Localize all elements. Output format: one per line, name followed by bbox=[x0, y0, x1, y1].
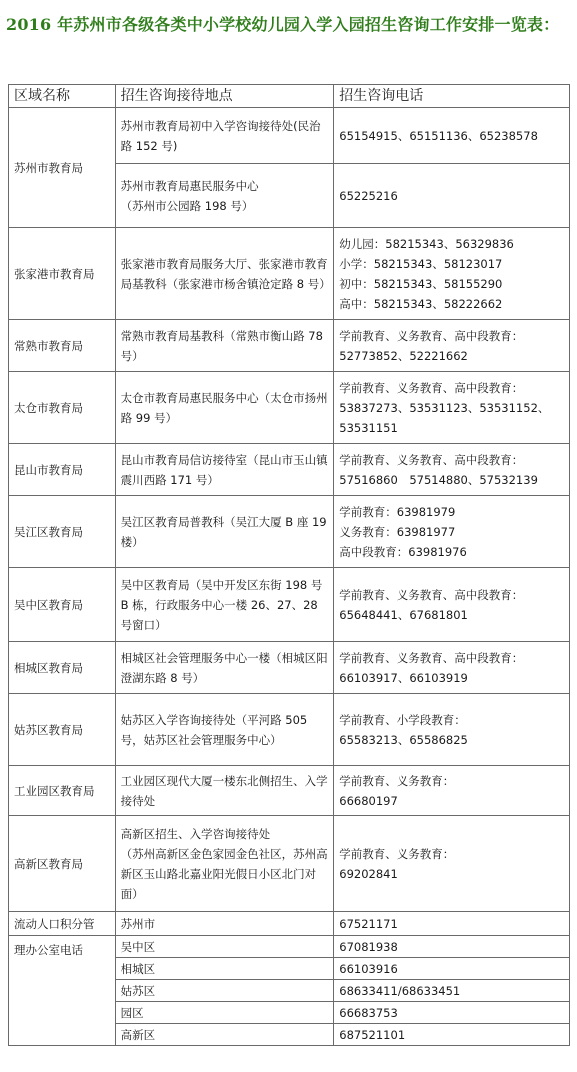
location-cell: 昆山市教育局信访接待室（昆山市玉山镇震川西路 171 号） bbox=[115, 444, 334, 496]
table-row bbox=[9, 642, 570, 694]
region-cell: 吴江区教育局 bbox=[9, 496, 116, 568]
location-cell: 太仓市教育局惠民服务中心（太仓市扬州路 99 号） bbox=[115, 372, 334, 444]
location-cell: 相城区社会管理服务中心一楼（相城区阳澄湖东路 8 号） bbox=[115, 642, 334, 694]
location-cell: 吴江区教育局普教科（吴江大厦 B 座 19 楼） bbox=[115, 496, 334, 568]
region-cell: 姑苏区教育局 bbox=[9, 694, 116, 766]
location-cell: 苏州市教育局惠民服务中心 （苏州市公园路 198 号） bbox=[115, 164, 334, 228]
page-title: 2016 年苏州市各级各类中小学校幼儿园入学入园招生咨询工作安排一览表： bbox=[6, 15, 560, 34]
phone-cell: 65154915、65151136、65238578 bbox=[334, 108, 570, 164]
table-body bbox=[9, 108, 570, 1046]
phone-cell: 幼儿园：58215343、56329836 小学：58215343、58123017 初中：58215343、58155290 高中：58215343、58222662 bbox=[334, 228, 570, 320]
table-row bbox=[9, 936, 570, 958]
phone-cell: 学前教育：63981979 义务教育：63981977 高中段教育：63981976 bbox=[334, 496, 570, 568]
phone-cell: 66103916 bbox=[334, 958, 570, 980]
phone-cell: 学前教育、义务教育、高中段教育： 66103917、66103919 bbox=[334, 642, 570, 694]
location-cell: 姑苏区 bbox=[115, 980, 334, 1002]
region-cell: 太仓市教育局 bbox=[9, 372, 116, 444]
region-cell: 常熟市教育局 bbox=[9, 320, 116, 372]
table-row bbox=[9, 372, 570, 444]
phone-cell: 学前教育、小学段教育： 65583213、65586825 bbox=[334, 694, 570, 766]
location-cell: 高新区招生、入学咨询接待处 （苏州高新区金色家园金色社区，苏州高新区玉山路北嘉业阳光假日小区北门对面） bbox=[115, 816, 334, 912]
header-location: 招生咨询接待地点 bbox=[115, 85, 334, 108]
phone-cell: 学前教育、义务教育、高中段教育： 53837273、53531123、53531152、 53531151 bbox=[334, 372, 570, 444]
phone-cell: 学前教育、义务教育： 69202841 bbox=[334, 816, 570, 912]
enrollment-table bbox=[8, 84, 570, 1046]
region-cell: 流动人口积分管 bbox=[9, 912, 116, 936]
location-cell: 苏州市教育局初中入学咨询接待处(民治路 152 号) bbox=[115, 108, 334, 164]
region-cell: 工业园区教育局 bbox=[9, 766, 116, 816]
region-cell: 张家港市教育局 bbox=[9, 228, 116, 320]
phone-cell: 687521101 bbox=[334, 1024, 570, 1046]
phone-cell: 学前教育、义务教育、高中段教育： 65648441、67681801 bbox=[334, 568, 570, 642]
phone-cell: 67081938 bbox=[334, 936, 570, 958]
location-cell: 张家港市教育局服务大厅、张家港市教育局基教科（张家港市杨舍镇沧定路 8 号） bbox=[115, 228, 334, 320]
location-cell: 吴中区 bbox=[115, 936, 334, 958]
location-cell: 姑苏区入学咨询接待处（平河路 505 号，姑苏区社会管理服务中心） bbox=[115, 694, 334, 766]
location-cell: 园区 bbox=[115, 1002, 334, 1024]
region-cell: 吴中区教育局 bbox=[9, 568, 116, 642]
phone-cell: 66683753 bbox=[334, 1002, 570, 1024]
table-row bbox=[9, 108, 570, 164]
phone-cell: 67521171 bbox=[334, 912, 570, 936]
phone-cell: 学前教育、义务教育、高中段教育： 52773852、52221662 bbox=[334, 320, 570, 372]
table-row bbox=[9, 568, 570, 642]
table-header-row bbox=[9, 85, 570, 108]
location-cell: 工业园区现代大厦一楼东北侧招生、入学接待处 bbox=[115, 766, 334, 816]
table-row bbox=[9, 496, 570, 568]
location-cell: 吴中区教育局（吴中开发区东街 198 号 B 栋，行政服务中心一楼 26、27、28 号窗口） bbox=[115, 568, 334, 642]
region-cell: 理办公室电话 bbox=[9, 936, 116, 1046]
table-row bbox=[9, 444, 570, 496]
location-cell: 常熟市教育局基教科（常熟市衡山路 78 号） bbox=[115, 320, 334, 372]
table-row bbox=[9, 228, 570, 320]
header-phone: 招生咨询电话 bbox=[334, 85, 570, 108]
region-cell: 相城区教育局 bbox=[9, 642, 116, 694]
location-cell: 高新区 bbox=[115, 1024, 334, 1046]
table-row bbox=[9, 766, 570, 816]
phone-cell: 68633411/68633451 bbox=[334, 980, 570, 1002]
region-cell: 昆山市教育局 bbox=[9, 444, 116, 496]
table-row bbox=[9, 694, 570, 766]
region-cell: 高新区教育局 bbox=[9, 816, 116, 912]
phone-cell: 65225216 bbox=[334, 164, 570, 228]
phone-cell: 学前教育、义务教育、高中段教育： 57516860 57514880、57532139 bbox=[334, 444, 570, 496]
location-cell: 苏州市 bbox=[115, 912, 334, 936]
region-cell: 苏州市教育局 bbox=[9, 108, 116, 228]
table-row bbox=[9, 320, 570, 372]
phone-cell: 学前教育、义务教育： 66680197 bbox=[334, 766, 570, 816]
table-row bbox=[9, 816, 570, 912]
table-row bbox=[9, 912, 570, 936]
header-region: 区域名称 bbox=[9, 85, 116, 108]
location-cell: 相城区 bbox=[115, 958, 334, 980]
